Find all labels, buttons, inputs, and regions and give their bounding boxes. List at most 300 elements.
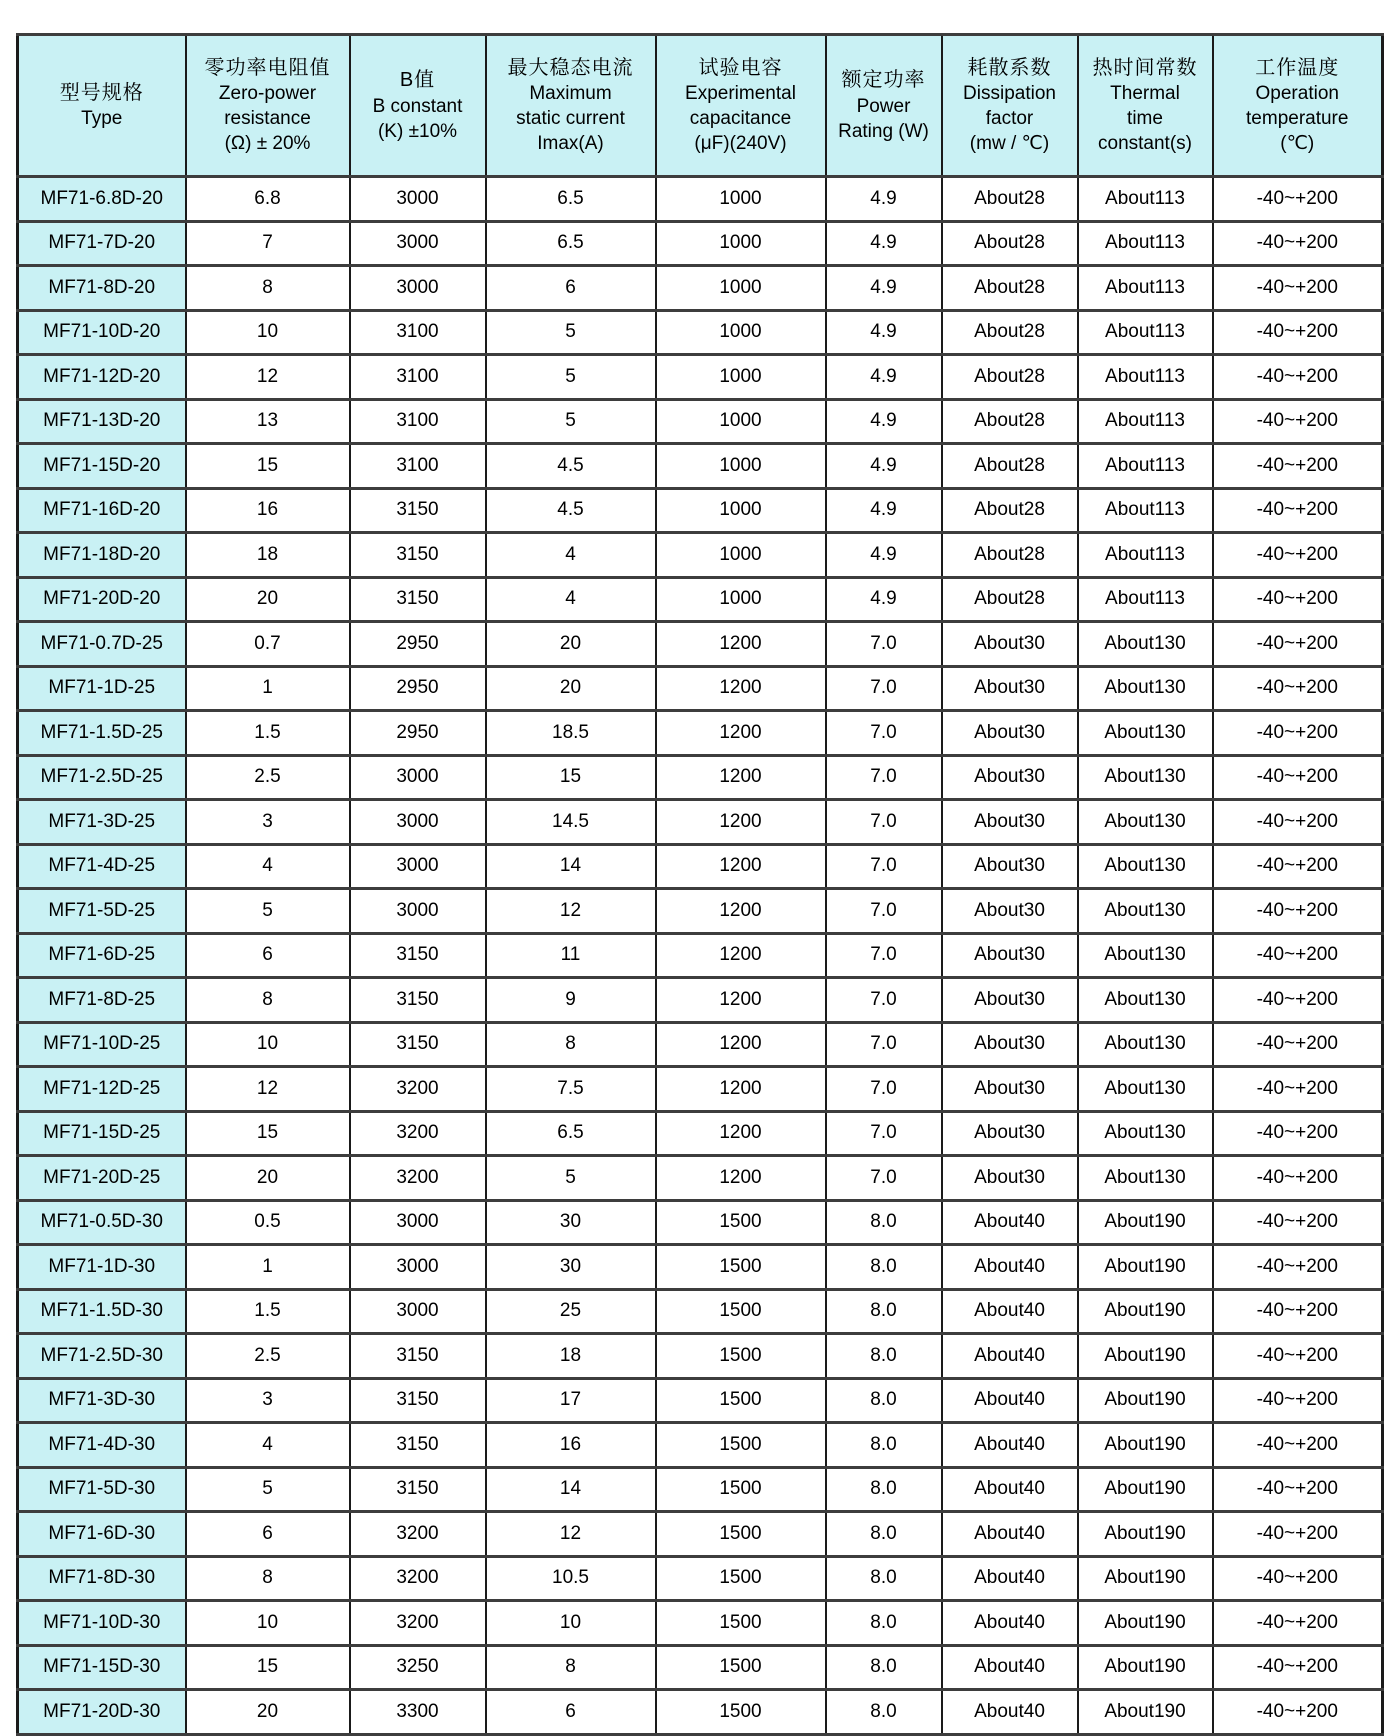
table-row: [18, 1200, 1383, 1245]
header-cell-zero-power-resistance: [186, 35, 350, 177]
cell-operation-temperature: -40~+200: [1213, 177, 1383, 222]
cell-b-constant: 3250: [350, 1645, 486, 1690]
cell-dissipation-factor: About28: [942, 266, 1078, 311]
cell-dissipation-factor: About40: [942, 1601, 1078, 1646]
cell-operation-temperature: -40~+200: [1213, 266, 1383, 311]
header-line: Dissipation: [963, 83, 1056, 105]
cell-power-rating: 7.0: [826, 933, 942, 978]
cell-type: MF71-4D-25: [18, 844, 186, 889]
cell-operation-temperature: -40~+200: [1213, 1067, 1383, 1112]
cell-experimental-capacitance: 1000: [656, 266, 826, 311]
cell-dissipation-factor: About28: [942, 444, 1078, 489]
cell-max-static-current: 18.5: [486, 711, 656, 756]
header-cell-thermal-time-constant: [1078, 35, 1213, 177]
cell-b-constant: 3200: [350, 1067, 486, 1112]
cell-type: MF71-18D-20: [18, 533, 186, 578]
cell-type: MF71-7D-20: [18, 221, 186, 266]
cell-b-constant: 3000: [350, 1245, 486, 1290]
cell-thermal-time-constant: About190: [1078, 1289, 1213, 1334]
cell-operation-temperature: -40~+200: [1213, 1111, 1383, 1156]
cell-power-rating: 7.0: [826, 622, 942, 667]
cell-zero-power-resistance: 15: [186, 444, 350, 489]
cell-zero-power-resistance: 5: [186, 1467, 350, 1512]
cell-power-rating: 7.0: [826, 1156, 942, 1201]
cell-operation-temperature: -40~+200: [1213, 1289, 1383, 1334]
cell-thermal-time-constant: About113: [1078, 444, 1213, 489]
cell-experimental-capacitance: 1000: [656, 444, 826, 489]
cell-dissipation-factor: About28: [942, 577, 1078, 622]
cell-zero-power-resistance: 3: [186, 1378, 350, 1423]
cell-power-rating: 7.0: [826, 1111, 942, 1156]
cell-dissipation-factor: About30: [942, 1111, 1078, 1156]
cell-max-static-current: 9: [486, 978, 656, 1023]
cell-thermal-time-constant: About130: [1078, 666, 1213, 711]
header-line: Thermal: [1110, 83, 1180, 105]
cell-type: MF71-15D-30: [18, 1645, 186, 1690]
cell-thermal-time-constant: About130: [1078, 1022, 1213, 1067]
cell-experimental-capacitance: 1000: [656, 488, 826, 533]
cell-zero-power-resistance: 20: [186, 1156, 350, 1201]
cell-zero-power-resistance: 20: [186, 577, 350, 622]
cell-zero-power-resistance: 13: [186, 399, 350, 444]
header-line: Imax(A): [537, 133, 604, 155]
cell-dissipation-factor: About30: [942, 1022, 1078, 1067]
cell-experimental-capacitance: 1200: [656, 978, 826, 1023]
cell-max-static-current: 5: [486, 399, 656, 444]
cell-thermal-time-constant: About190: [1078, 1467, 1213, 1512]
cell-type: MF71-3D-30: [18, 1378, 186, 1423]
cell-b-constant: 3150: [350, 1378, 486, 1423]
cell-dissipation-factor: About28: [942, 399, 1078, 444]
cell-b-constant: 3150: [350, 533, 486, 578]
cell-zero-power-resistance: 7: [186, 221, 350, 266]
table-row: [18, 1512, 1383, 1557]
cell-experimental-capacitance: 1000: [656, 355, 826, 400]
cell-power-rating: 4.9: [826, 221, 942, 266]
table-row: [18, 1022, 1383, 1067]
cell-type: MF71-2.5D-30: [18, 1334, 186, 1379]
cell-dissipation-factor: About28: [942, 533, 1078, 578]
table-row: [18, 978, 1383, 1023]
cell-power-rating: 8.0: [826, 1467, 942, 1512]
cell-b-constant: 3200: [350, 1556, 486, 1601]
cell-type: MF71-5D-25: [18, 889, 186, 934]
cell-thermal-time-constant: About130: [1078, 1156, 1213, 1201]
cell-b-constant: 3000: [350, 755, 486, 800]
cell-type: MF71-8D-30: [18, 1556, 186, 1601]
header-line: 试验电容: [698, 56, 783, 79]
cell-operation-temperature: -40~+200: [1213, 1245, 1383, 1290]
cell-max-static-current: 12: [486, 1512, 656, 1557]
cell-type: MF71-0.7D-25: [18, 622, 186, 667]
cell-type: MF71-0.5D-30: [18, 1200, 186, 1245]
cell-power-rating: 8.0: [826, 1645, 942, 1690]
cell-thermal-time-constant: About113: [1078, 533, 1213, 578]
cell-experimental-capacitance: 1500: [656, 1601, 826, 1646]
cell-dissipation-factor: About30: [942, 622, 1078, 667]
cell-thermal-time-constant: About113: [1078, 266, 1213, 311]
cell-operation-temperature: -40~+200: [1213, 221, 1383, 266]
cell-type: MF71-2.5D-25: [18, 755, 186, 800]
cell-thermal-time-constant: About113: [1078, 221, 1213, 266]
table-row: [18, 1645, 1383, 1690]
cell-thermal-time-constant: About130: [1078, 1111, 1213, 1156]
table-row: [18, 1289, 1383, 1334]
cell-zero-power-resistance: 16: [186, 488, 350, 533]
cell-operation-temperature: -40~+200: [1213, 800, 1383, 845]
cell-experimental-capacitance: 1200: [656, 666, 826, 711]
cell-type: MF71-6D-25: [18, 933, 186, 978]
cell-zero-power-resistance: 1: [186, 1245, 350, 1290]
cell-operation-temperature: -40~+200: [1213, 1200, 1383, 1245]
cell-b-constant: 3150: [350, 978, 486, 1023]
cell-b-constant: 3000: [350, 266, 486, 311]
cell-b-constant: 3100: [350, 310, 486, 355]
header-line: Experimental: [685, 83, 796, 105]
cell-thermal-time-constant: About113: [1078, 488, 1213, 533]
cell-power-rating: 4.9: [826, 355, 942, 400]
cell-operation-temperature: -40~+200: [1213, 399, 1383, 444]
cell-thermal-time-constant: About130: [1078, 844, 1213, 889]
cell-max-static-current: 4.5: [486, 488, 656, 533]
cell-experimental-capacitance: 1500: [656, 1334, 826, 1379]
cell-zero-power-resistance: 1.5: [186, 711, 350, 756]
header-line: 型号规格: [59, 81, 144, 104]
cell-experimental-capacitance: 1200: [656, 711, 826, 756]
cell-operation-temperature: -40~+200: [1213, 533, 1383, 578]
cell-power-rating: 4.9: [826, 488, 942, 533]
cell-operation-temperature: -40~+200: [1213, 1467, 1383, 1512]
header-line: Maximum: [529, 83, 612, 105]
cell-max-static-current: 5: [486, 355, 656, 400]
cell-type: MF71-12D-20: [18, 355, 186, 400]
header-line: Zero-power: [218, 83, 317, 105]
cell-experimental-capacitance: 1500: [656, 1378, 826, 1423]
cell-type: MF71-12D-25: [18, 1067, 186, 1112]
cell-zero-power-resistance: 15: [186, 1645, 350, 1690]
cell-power-rating: 4.9: [826, 533, 942, 578]
cell-type: MF71-8D-20: [18, 266, 186, 311]
cell-operation-temperature: -40~+200: [1213, 889, 1383, 934]
cell-zero-power-resistance: 18: [186, 533, 350, 578]
cell-zero-power-resistance: 8: [186, 266, 350, 311]
header-line: temperature: [1246, 108, 1349, 130]
cell-operation-temperature: -40~+200: [1213, 444, 1383, 489]
cell-experimental-capacitance: 1200: [656, 622, 826, 667]
cell-b-constant: 2950: [350, 666, 486, 711]
cell-type: MF71-6D-30: [18, 1512, 186, 1557]
cell-max-static-current: 18: [486, 1334, 656, 1379]
cell-thermal-time-constant: About130: [1078, 1067, 1213, 1112]
cell-power-rating: 8.0: [826, 1334, 942, 1379]
table-row: [18, 755, 1383, 800]
cell-experimental-capacitance: 1500: [656, 1423, 826, 1468]
cell-type: MF71-1.5D-30: [18, 1289, 186, 1334]
cell-max-static-current: 6.5: [486, 177, 656, 222]
cell-max-static-current: 6.5: [486, 221, 656, 266]
cell-b-constant: 3000: [350, 1289, 486, 1334]
cell-zero-power-resistance: 1.5: [186, 1289, 350, 1334]
cell-dissipation-factor: About40: [942, 1200, 1078, 1245]
cell-operation-temperature: -40~+200: [1213, 978, 1383, 1023]
cell-dissipation-factor: About40: [942, 1245, 1078, 1290]
header-line: (Ω) ± 20%: [224, 133, 311, 155]
cell-thermal-time-constant: About130: [1078, 889, 1213, 934]
cell-zero-power-resistance: 0.7: [186, 622, 350, 667]
cell-type: MF71-16D-20: [18, 488, 186, 533]
cell-experimental-capacitance: 1500: [656, 1556, 826, 1601]
cell-zero-power-resistance: 2.5: [186, 1334, 350, 1379]
cell-power-rating: 8.0: [826, 1556, 942, 1601]
header-line: factor: [985, 108, 1034, 130]
header-line: constant(s): [1098, 133, 1192, 155]
cell-b-constant: 3000: [350, 800, 486, 845]
cell-thermal-time-constant: About113: [1078, 177, 1213, 222]
cell-power-rating: 7.0: [826, 844, 942, 889]
cell-operation-temperature: -40~+200: [1213, 1156, 1383, 1201]
cell-zero-power-resistance: 6: [186, 933, 350, 978]
table-row: [18, 1378, 1383, 1423]
cell-power-rating: 7.0: [826, 755, 942, 800]
cell-b-constant: 2950: [350, 711, 486, 756]
cell-zero-power-resistance: 5: [186, 889, 350, 934]
cell-type: MF71-20D-30: [18, 1690, 186, 1735]
cell-b-constant: 3300: [350, 1690, 486, 1735]
cell-thermal-time-constant: About130: [1078, 978, 1213, 1023]
cell-experimental-capacitance: 1000: [656, 533, 826, 578]
cell-zero-power-resistance: 2.5: [186, 755, 350, 800]
cell-dissipation-factor: About30: [942, 800, 1078, 845]
cell-operation-temperature: -40~+200: [1213, 1334, 1383, 1379]
cell-operation-temperature: -40~+200: [1213, 1378, 1383, 1423]
cell-max-static-current: 11: [486, 933, 656, 978]
cell-power-rating: 8.0: [826, 1378, 942, 1423]
cell-b-constant: 2950: [350, 622, 486, 667]
cell-thermal-time-constant: About190: [1078, 1334, 1213, 1379]
cell-dissipation-factor: About28: [942, 221, 1078, 266]
cell-experimental-capacitance: 1500: [656, 1200, 826, 1245]
cell-experimental-capacitance: 1500: [656, 1467, 826, 1512]
table-row: [18, 533, 1383, 578]
table-row: [18, 1245, 1383, 1290]
table-row: [18, 177, 1383, 222]
cell-operation-temperature: -40~+200: [1213, 711, 1383, 756]
cell-dissipation-factor: About40: [942, 1378, 1078, 1423]
cell-power-rating: 4.9: [826, 444, 942, 489]
cell-max-static-current: 20: [486, 666, 656, 711]
header-line: Type: [81, 108, 123, 130]
cell-max-static-current: 5: [486, 310, 656, 355]
table-row: [18, 666, 1383, 711]
cell-dissipation-factor: About28: [942, 310, 1078, 355]
cell-dissipation-factor: About40: [942, 1467, 1078, 1512]
cell-zero-power-resistance: 10: [186, 1022, 350, 1067]
cell-thermal-time-constant: About130: [1078, 800, 1213, 845]
header-cell-power-rating: [826, 35, 942, 177]
cell-max-static-current: 14.5: [486, 800, 656, 845]
cell-experimental-capacitance: 1200: [656, 1067, 826, 1112]
cell-max-static-current: 6.5: [486, 1111, 656, 1156]
header-line: B constant: [372, 95, 463, 117]
cell-b-constant: 3150: [350, 488, 486, 533]
cell-thermal-time-constant: About113: [1078, 577, 1213, 622]
cell-dissipation-factor: About30: [942, 844, 1078, 889]
cell-thermal-time-constant: About190: [1078, 1200, 1213, 1245]
cell-operation-temperature: -40~+200: [1213, 577, 1383, 622]
table-body: [18, 177, 1383, 1735]
cell-power-rating: 7.0: [826, 1067, 942, 1112]
cell-power-rating: 4.9: [826, 577, 942, 622]
cell-zero-power-resistance: 8: [186, 978, 350, 1023]
cell-b-constant: 3000: [350, 1200, 486, 1245]
cell-b-constant: 3150: [350, 1022, 486, 1067]
cell-max-static-current: 8: [486, 1645, 656, 1690]
table-row: [18, 1423, 1383, 1468]
cell-b-constant: 3150: [350, 1423, 486, 1468]
table-row: [18, 310, 1383, 355]
cell-max-static-current: 6: [486, 266, 656, 311]
cell-dissipation-factor: About30: [942, 666, 1078, 711]
table-row: [18, 800, 1383, 845]
table-row: [18, 1156, 1383, 1201]
cell-zero-power-resistance: 1: [186, 666, 350, 711]
cell-power-rating: 4.9: [826, 177, 942, 222]
cell-max-static-current: 30: [486, 1200, 656, 1245]
cell-experimental-capacitance: 1000: [656, 310, 826, 355]
cell-b-constant: 3200: [350, 1512, 486, 1557]
cell-dissipation-factor: About30: [942, 711, 1078, 756]
cell-power-rating: 7.0: [826, 1022, 942, 1067]
cell-zero-power-resistance: 8: [186, 1556, 350, 1601]
cell-zero-power-resistance: 3: [186, 800, 350, 845]
cell-power-rating: 7.0: [826, 711, 942, 756]
header-cell-max-static-current: [486, 35, 656, 177]
cell-experimental-capacitance: 1500: [656, 1690, 826, 1735]
cell-power-rating: 4.9: [826, 266, 942, 311]
cell-thermal-time-constant: About190: [1078, 1556, 1213, 1601]
header-line: B值: [399, 69, 436, 92]
cell-dissipation-factor: About40: [942, 1556, 1078, 1601]
header-line: (mw / ℃): [969, 133, 1050, 155]
cell-operation-temperature: -40~+200: [1213, 1601, 1383, 1646]
table-row: [18, 844, 1383, 889]
cell-max-static-current: 17: [486, 1378, 656, 1423]
header-cell-experimental-capacitance: [656, 35, 826, 177]
cell-zero-power-resistance: 4: [186, 1423, 350, 1468]
cell-zero-power-resistance: 12: [186, 355, 350, 400]
cell-b-constant: 3150: [350, 1334, 486, 1379]
cell-thermal-time-constant: About190: [1078, 1690, 1213, 1735]
table-header: [18, 35, 1383, 177]
table-row: [18, 221, 1383, 266]
cell-zero-power-resistance: 10: [186, 1601, 350, 1646]
cell-experimental-capacitance: 1500: [656, 1512, 826, 1557]
cell-operation-temperature: -40~+200: [1213, 1690, 1383, 1735]
table-row: [18, 1067, 1383, 1112]
cell-power-rating: 4.9: [826, 310, 942, 355]
thermistor-spec-table: [16, 33, 1384, 1736]
cell-type: MF71-15D-20: [18, 444, 186, 489]
cell-thermal-time-constant: About130: [1078, 933, 1213, 978]
cell-dissipation-factor: About30: [942, 978, 1078, 1023]
table-row: [18, 577, 1383, 622]
cell-type: MF71-10D-30: [18, 1601, 186, 1646]
cell-b-constant: 3200: [350, 1111, 486, 1156]
cell-dissipation-factor: About40: [942, 1512, 1078, 1557]
cell-power-rating: 8.0: [826, 1423, 942, 1468]
header-line: (K) ±10%: [377, 120, 458, 142]
cell-max-static-current: 6: [486, 1690, 656, 1735]
cell-experimental-capacitance: 1200: [656, 755, 826, 800]
cell-dissipation-factor: About28: [942, 355, 1078, 400]
cell-dissipation-factor: About30: [942, 1156, 1078, 1201]
table-row: [18, 1467, 1383, 1512]
cell-type: MF71-20D-25: [18, 1156, 186, 1201]
cell-power-rating: 8.0: [826, 1601, 942, 1646]
cell-experimental-capacitance: 1200: [656, 1022, 826, 1067]
header-line: 耗散系数: [967, 56, 1052, 79]
cell-operation-temperature: -40~+200: [1213, 1556, 1383, 1601]
cell-dissipation-factor: About40: [942, 1423, 1078, 1468]
cell-zero-power-resistance: 20: [186, 1690, 350, 1735]
table-row: [18, 355, 1383, 400]
table-row: [18, 1111, 1383, 1156]
cell-experimental-capacitance: 1000: [656, 221, 826, 266]
cell-thermal-time-constant: About190: [1078, 1423, 1213, 1468]
header-line: time: [1127, 108, 1163, 130]
cell-operation-temperature: -40~+200: [1213, 666, 1383, 711]
cell-experimental-capacitance: 1200: [656, 800, 826, 845]
cell-b-constant: 3100: [350, 444, 486, 489]
cell-type: MF71-1.5D-25: [18, 711, 186, 756]
cell-power-rating: 7.0: [826, 800, 942, 845]
cell-thermal-time-constant: About113: [1078, 399, 1213, 444]
cell-b-constant: 3000: [350, 221, 486, 266]
cell-b-constant: 3100: [350, 399, 486, 444]
cell-dissipation-factor: About40: [942, 1690, 1078, 1735]
cell-max-static-current: 7.5: [486, 1067, 656, 1112]
cell-zero-power-resistance: 6.8: [186, 177, 350, 222]
cell-max-static-current: 4: [486, 577, 656, 622]
header-row: [18, 35, 1383, 177]
cell-operation-temperature: -40~+200: [1213, 844, 1383, 889]
cell-power-rating: 4.9: [826, 399, 942, 444]
cell-experimental-capacitance: 1500: [656, 1289, 826, 1334]
header-line: 工作温度: [1255, 56, 1340, 79]
header-line: (℃): [1280, 133, 1315, 155]
cell-dissipation-factor: About40: [942, 1645, 1078, 1690]
table-row: [18, 1334, 1383, 1379]
header-line: (μF)(240V): [694, 133, 787, 155]
table-row: [18, 1690, 1383, 1735]
cell-b-constant: 3000: [350, 844, 486, 889]
cell-max-static-current: 4: [486, 533, 656, 578]
cell-operation-temperature: -40~+200: [1213, 622, 1383, 667]
cell-b-constant: 3000: [350, 889, 486, 934]
cell-operation-temperature: -40~+200: [1213, 1022, 1383, 1067]
cell-experimental-capacitance: 1000: [656, 177, 826, 222]
table-row: [18, 933, 1383, 978]
cell-type: MF71-10D-20: [18, 310, 186, 355]
cell-operation-temperature: -40~+200: [1213, 355, 1383, 400]
cell-type: MF71-20D-20: [18, 577, 186, 622]
cell-dissipation-factor: About28: [942, 177, 1078, 222]
cell-zero-power-resistance: 6: [186, 1512, 350, 1557]
cell-type: MF71-5D-30: [18, 1467, 186, 1512]
cell-max-static-current: 16: [486, 1423, 656, 1468]
header-line: 热时间常数: [1092, 56, 1198, 79]
cell-max-static-current: 25: [486, 1289, 656, 1334]
